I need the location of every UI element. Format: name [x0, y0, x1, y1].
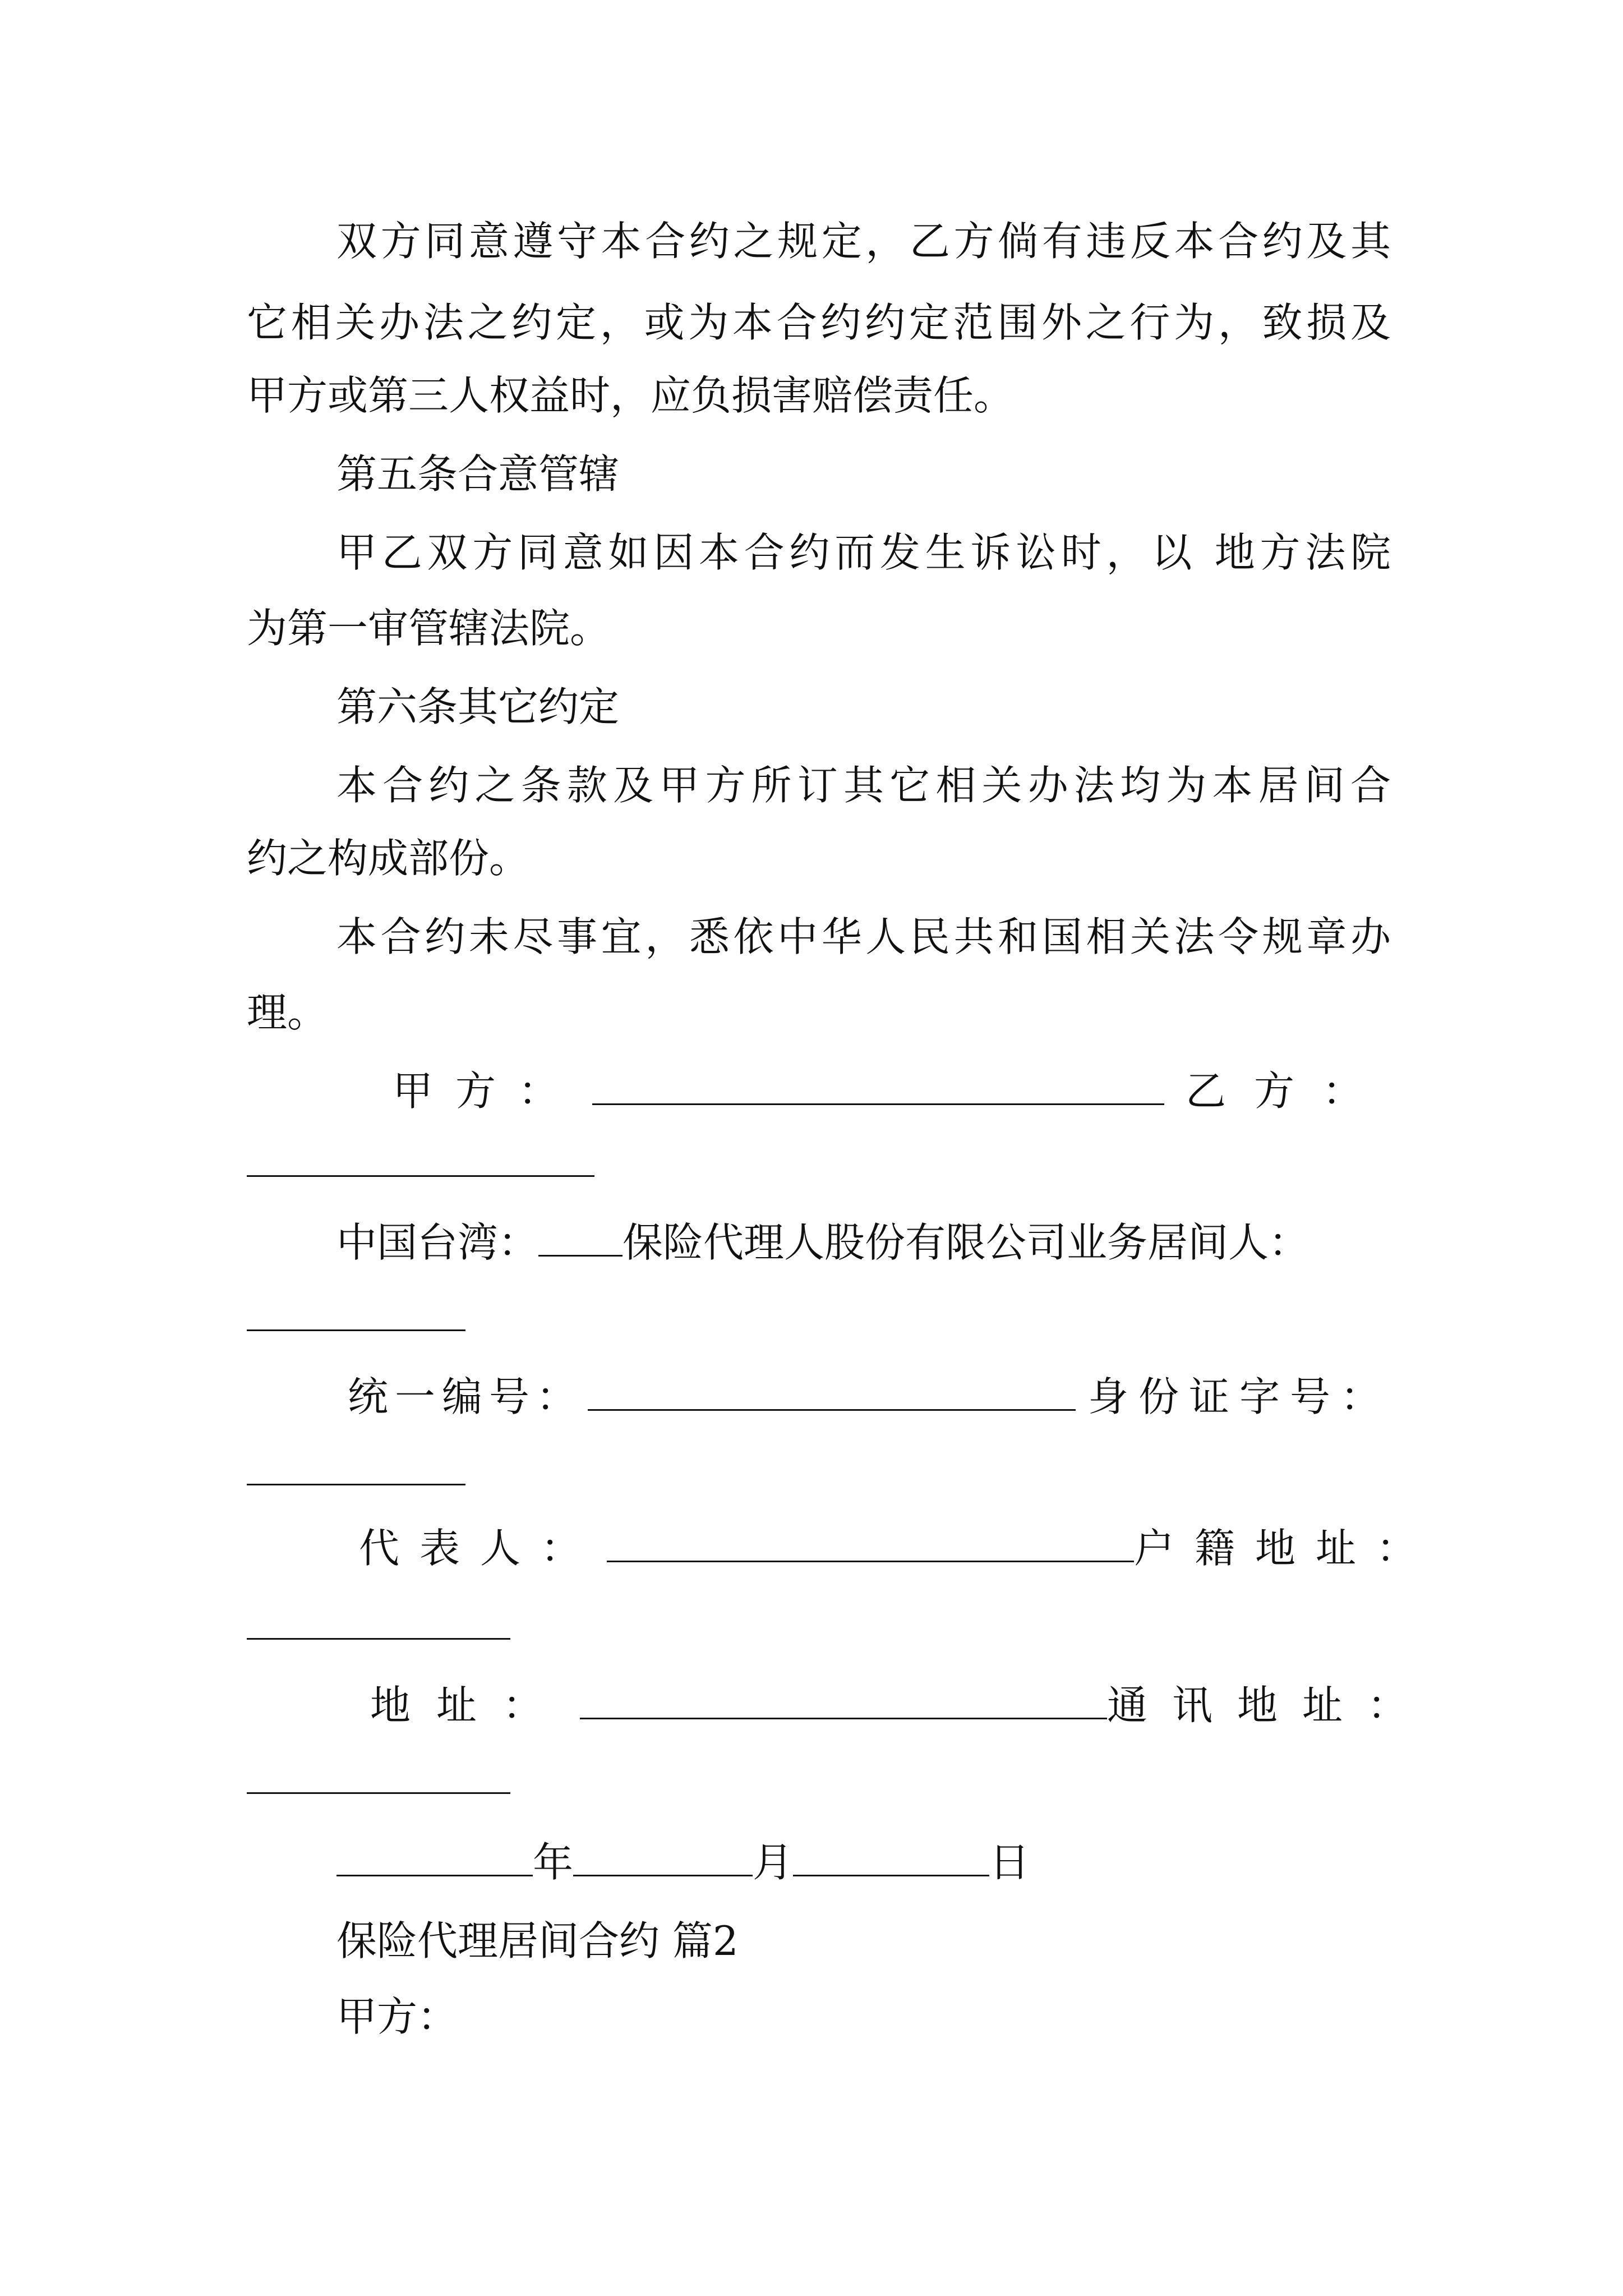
id-no-label: 身份证字号： [1087, 1373, 1391, 1420]
mail-addr-blank[interactable] [247, 1792, 510, 1794]
representative-blank[interactable] [607, 1526, 1134, 1562]
party-a-label: 甲方： [393, 1068, 582, 1115]
date-row [336, 1834, 1178, 1890]
party-b-label: 乙方： [1185, 1068, 1391, 1115]
next-party-a-label: 甲方： [336, 1993, 458, 2040]
signature-row-company [336, 1214, 1402, 1271]
company-label: 保险代理人股份有限公司业务居间人： [623, 1219, 1310, 1266]
signature-row-address [370, 1677, 1433, 1733]
day-label: 日 [989, 1839, 1030, 1886]
paragraph-line: 甲乙双方同意如因本合约而发生诉讼时，以 地方法院 [336, 529, 1391, 576]
paragraph-line: 本合约未尽事宜，悉依中华人民共和国相关法令规章办 [336, 913, 1391, 960]
paragraph-line: 它相关办法之约定，或为本合约约定范围外之行为，致损及 [247, 299, 1391, 346]
signature-row-numbers [348, 1369, 1391, 1425]
signature-row-parties [393, 1063, 1391, 1119]
year-blank[interactable] [336, 1840, 533, 1876]
party-b-blank[interactable] [247, 1175, 594, 1177]
taiwan-label: 中国台湾： [336, 1219, 539, 1266]
address-blank[interactable] [580, 1683, 1107, 1719]
party-a-blank[interactable] [592, 1069, 1164, 1105]
unified-no-label: 统一编号： [348, 1373, 584, 1420]
household-addr-blank[interactable] [247, 1638, 510, 1640]
company-name-blank[interactable] [538, 1220, 623, 1257]
intermediary-blank[interactable] [247, 1329, 465, 1331]
address-label: 地址： [370, 1682, 569, 1729]
article-heading: 第五条合意管辖 [336, 450, 620, 498]
article-heading: 第六条其它约定 [336, 683, 620, 730]
day-blank[interactable] [793, 1840, 989, 1876]
section-title: 保险代理居间合约 篇2 [336, 1917, 739, 1964]
paragraph-line: 本合约之条款及甲方所订其它相关办法均为本居间合 [336, 762, 1391, 809]
paragraph-line: 理。 [247, 989, 328, 1036]
paragraph-line: 双方同意遵守本合约之规定，乙方倘有违反本合约及其 [336, 218, 1391, 265]
paragraph-line: 甲方或第三人权益时，应负损害赔偿责任。 [247, 372, 1015, 419]
paragraph-line: 为第一审管辖法院。 [247, 605, 611, 652]
month-blank[interactable] [573, 1840, 753, 1876]
mail-addr-label: 通讯地址： [1107, 1682, 1433, 1729]
representative-label: 代表人： [359, 1525, 602, 1572]
year-label: 年 [533, 1839, 574, 1886]
id-no-blank[interactable] [247, 1484, 465, 1485]
month-label: 月 [753, 1839, 794, 1886]
paragraph-line: 约之构成部份。 [247, 835, 530, 882]
household-addr-label: 户籍地址： [1134, 1525, 1437, 1572]
unified-no-blank[interactable] [588, 1374, 1076, 1411]
signature-row-representative [359, 1520, 1437, 1576]
